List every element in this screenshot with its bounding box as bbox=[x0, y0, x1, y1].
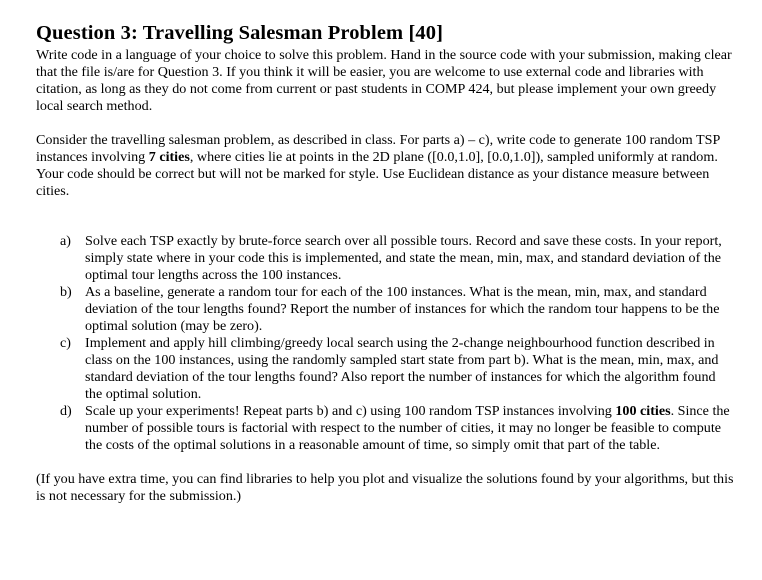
outro-paragraph: (If you have extra time, you can find libraries to help you plot and visualize the solutions found by your algorithms, but this is not necessary for the submission.) bbox=[36, 471, 734, 504]
part-d-bold-cities: 100 cities bbox=[615, 403, 671, 419]
question-title: Question 3: Travelling Salesman Problem [40] bbox=[36, 22, 443, 44]
part-d bbox=[36, 403, 736, 454]
part-c-text: Implement and apply hill climbing/greedy local search using the 2-change neighbourhood function described in class on the 100 instances, using the randomly sampled start state from part b). What is the mean, min, max, and standard deviation of the tour lengths found? Also report the number of instances for which the algorithm found the optimal solution. bbox=[85, 335, 719, 402]
part-c bbox=[36, 335, 736, 403]
part-d-letter: d) bbox=[60, 403, 72, 419]
intro-paragraph: Write code in a language of your choice to solve this problem. Hand in the source code with your submission, making clear that the file is/are for Question 3. If you think it will be easier, you are welcome to use external code and libraries with citation, as long as they do not come from current or past students in COMP 424, but please implement your own greedy local search method. bbox=[36, 47, 732, 114]
consider-bold-cities: 7 cities bbox=[148, 149, 190, 165]
part-b bbox=[36, 284, 736, 335]
document-page bbox=[36, 20, 736, 505]
part-b-letter: b) bbox=[60, 284, 72, 300]
part-a bbox=[36, 233, 736, 284]
part-a-letter: a) bbox=[60, 233, 71, 249]
consider-paragraph bbox=[36, 132, 736, 200]
part-a-text: Solve each TSP exactly by brute-force search over all possible tours. Record and save these costs. In your report, simply state where in your code this is implemented, and state the mean, min, max, and standard deviation of the optimal tour lengths across the 100 instances. bbox=[85, 233, 722, 283]
part-d-text-start: Scale up your experiments! Repeat parts b) and c) using 100 random TSP instances involving bbox=[85, 403, 616, 419]
part-b-text: As a baseline, generate a random tour for each of the 100 instances. What is the mean, min, max, and standard deviation of the tour lengths found? Report the number of instances for which the random tour happens to be the optimal solution (may be zero). bbox=[85, 284, 720, 334]
part-c-letter: c) bbox=[60, 335, 71, 351]
consider-text-end: , where cities lie at points in the 2D plane ([0.0,1.0], [0.0,1.0]), sampled uniformly at random. Your code should be correct but will not be marked for style. Use Euclidean distance as your distance measure between cities. bbox=[36, 149, 718, 199]
parts-list bbox=[36, 233, 736, 454]
part-d-text-end: . Since the number of possible tours is factorial with respect to the number of cities, it may no longer be feasible to compute the costs of the optimal solutions in a reasonable amount of time, so simply omit that part of the table. bbox=[85, 403, 730, 453]
consider-text-start: Consider the travelling salesman problem, as described in class. For parts a) – c), write code to generate 100 random TSP instances involving bbox=[36, 132, 720, 165]
